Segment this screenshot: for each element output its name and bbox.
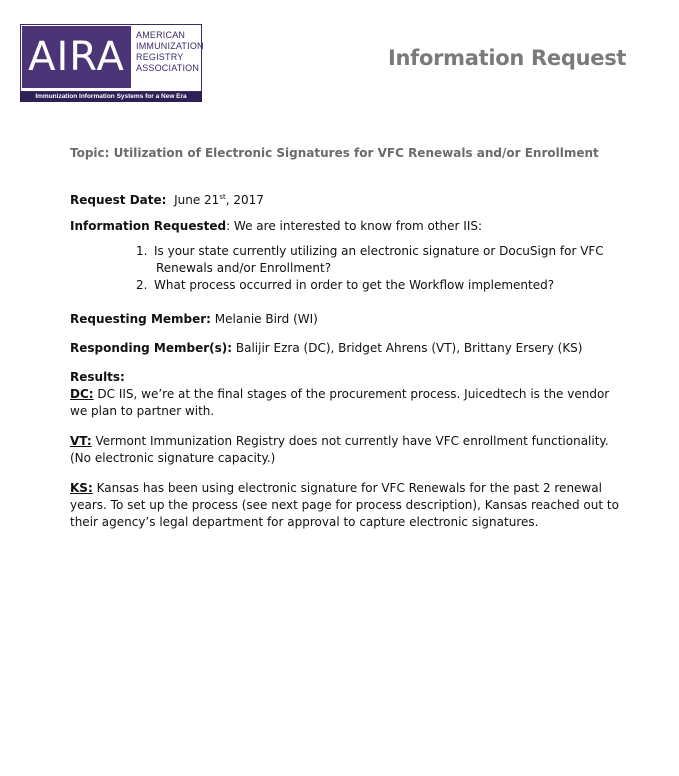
request-date (70, 192, 650, 209)
question-list (70, 243, 650, 294)
logo-name-line: IMMUNIZATION (136, 41, 204, 51)
result-line: their agency’s legal department for approval to capture electronic signatures. (70, 515, 539, 529)
result-ks (70, 480, 650, 531)
logo-acronym: AIRA (22, 26, 131, 88)
list-item (70, 277, 650, 294)
result-vt (70, 433, 650, 467)
request-date-year: , 2017 (225, 193, 264, 207)
result-code: DC: (70, 387, 94, 401)
responding-members (70, 340, 650, 357)
logo-tagline: Immunization Information Systems for a New Era (20, 92, 202, 102)
request-date-suffix: st (219, 193, 226, 201)
list-number: 1. (136, 244, 148, 258)
requesting-member-value: Melanie Bird (WI) (210, 312, 318, 326)
logo-name (136, 30, 202, 74)
list-line: Renewals and/or Enrollment? (156, 261, 332, 275)
list-number: 2. (136, 278, 148, 292)
logo-name-line: AMERICAN (136, 30, 186, 40)
responding-members-value: Balijir Ezra (DC), Bridget Ahrens (VT), Brittany Ersery (KS) (232, 341, 583, 355)
requesting-member-label: Requesting Member: (70, 312, 211, 326)
list-line: What process occurred in order to get the Workflow implemented? (154, 278, 555, 292)
result-dc (70, 386, 650, 420)
result-line: Vermont Immunization Registry does not currently have VFC enrollment functionality. (91, 434, 609, 448)
page-title: Information Request (388, 46, 627, 70)
list-line: Is your state currently utilizing an electronic signature or DocuSign for VFC (154, 244, 604, 258)
info-requested-label: Information Requested (70, 219, 227, 233)
result-line: we plan to partner with. (70, 404, 215, 418)
results-heading: Results: (70, 370, 125, 384)
logo-name-line: REGISTRY (136, 52, 184, 62)
logo-name-line: ASSOCIATION (136, 63, 200, 73)
responding-members-label: Responding Member(s): (70, 341, 233, 355)
requesting-member (70, 311, 650, 328)
document-body (70, 192, 650, 531)
aira-logo (20, 24, 202, 101)
info-requested (70, 218, 650, 235)
result-line: (No electronic signature capacity.) (70, 451, 276, 465)
info-requested-text: : We are interested to know from other IIS: (226, 219, 483, 233)
result-code: VT: (70, 434, 92, 448)
request-date-day: June 21 (174, 193, 220, 207)
result-line: DC IIS, we’re at the final stages of the procurement process. Juicedtech is the vendor (93, 387, 610, 401)
topic-heading: Topic: Utilization of Electronic Signatures for VFC Renewals and/or Enrollment (70, 146, 599, 160)
list-item (70, 243, 650, 277)
request-date-label: Request Date: (70, 193, 167, 207)
result-line: Kansas has been using electronic signature for VFC Renewals for the past 2 renewal (92, 481, 602, 495)
result-line: years. To set up the process (see next page for process description), Kansas reached out to (70, 498, 619, 512)
result-code: KS: (70, 481, 93, 495)
